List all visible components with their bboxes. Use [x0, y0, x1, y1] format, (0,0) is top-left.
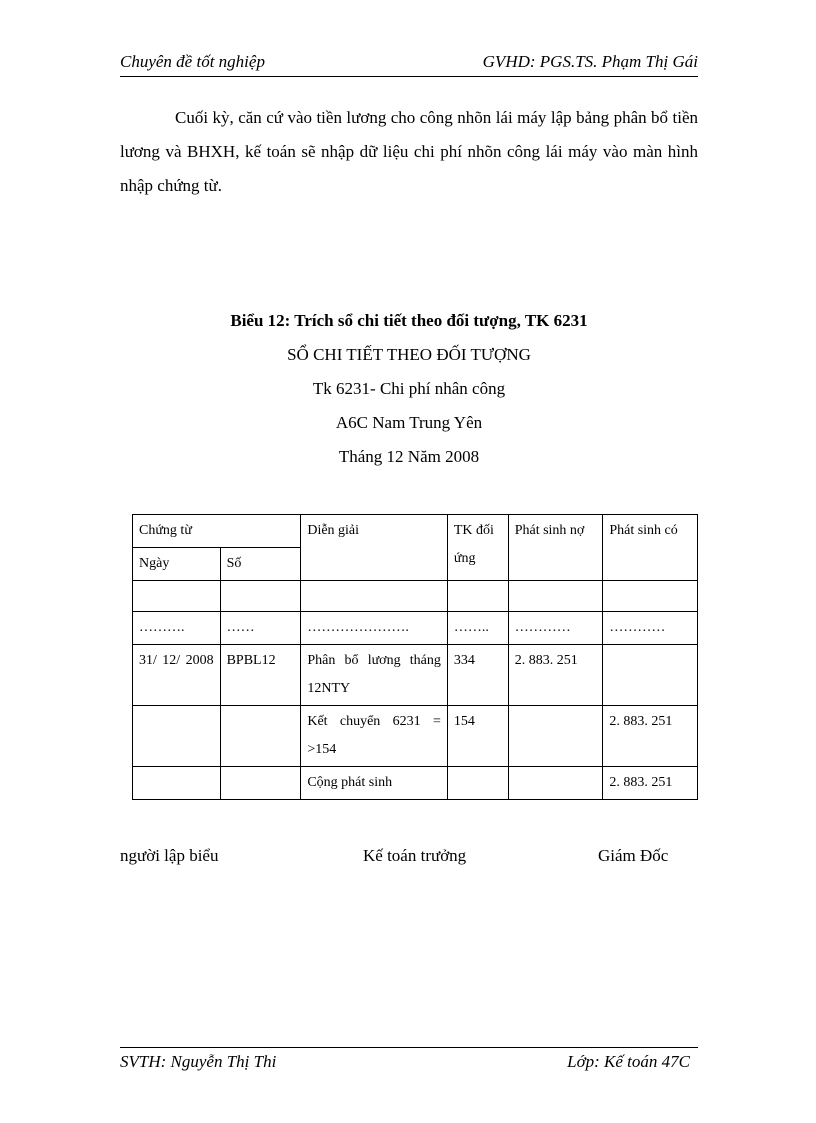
- contra-cell: [447, 767, 508, 800]
- object-title: A6C Nam Trung Yên: [335, 413, 483, 432]
- header-thesis-label: Chuyên đề tốt nghiệp: [120, 52, 265, 71]
- date-cell: 31/ 12/ 2008: [133, 645, 221, 706]
- date-cell: [133, 767, 221, 800]
- number-cell: BPBL12: [220, 645, 301, 706]
- voucher-header: Chứng từ: [133, 515, 301, 548]
- number-header: Số: [220, 548, 301, 581]
- book-title: SỔ CHI TIẾT THEO ĐỐI TƯỢNG: [287, 345, 531, 364]
- description-cell: Phân bổ lương tháng 12NTY: [301, 645, 448, 706]
- date-header: Ngày: [133, 548, 221, 581]
- dots-cell: ………………….: [301, 612, 448, 645]
- contra-cell: 154: [447, 706, 508, 767]
- dots-row: [133, 612, 698, 645]
- number-cell: [220, 706, 301, 767]
- table-row: [133, 706, 698, 767]
- credit-cell: 2. 883. 251: [603, 767, 698, 800]
- table-row: [133, 767, 698, 800]
- credit-header: Phát sinh có: [603, 515, 698, 581]
- preparer-signature: người lập biểu: [120, 846, 219, 865]
- dots-cell: …………: [603, 612, 698, 645]
- page-header: [120, 50, 698, 77]
- dots-cell: …………: [508, 612, 603, 645]
- credit-cell: 2. 883. 251: [603, 706, 698, 767]
- debit-cell: [508, 706, 603, 767]
- footer-student: SVTH: Nguyễn Thị Thi: [120, 1052, 277, 1071]
- period-title: Tháng 12 Năm 2008: [338, 447, 480, 466]
- table-row: [133, 645, 698, 706]
- intro-paragraph: Cuối kỳ, căn cứ vào tiền lương cho công nhõn lái máy lập bảng phân bổ tiền lương và BHXH, kế toán sẽ nhập dữ liệu chi phí nhõn công lái máy vào màn hình nhập chứng từ.: [120, 108, 698, 195]
- page-footer: [120, 1047, 698, 1076]
- director-signature: Giám Đốc: [598, 846, 669, 865]
- chief-accountant-signature: Kế toán trưởng: [363, 846, 467, 865]
- description-cell: Cộng phát sinh: [301, 767, 448, 800]
- contra-cell: 334: [447, 645, 508, 706]
- ledger-table: [132, 514, 698, 800]
- debit-cell: [508, 767, 603, 800]
- description-cell: Kết chuyển 6231 = >154: [301, 706, 448, 767]
- dots-cell: ……..: [447, 612, 508, 645]
- header-advisor: GVHD: PGS.TS. Phạm Thị Gái: [482, 52, 698, 71]
- dots-cell: ……….: [133, 612, 221, 645]
- dots-cell: ……: [220, 612, 301, 645]
- debit-header: Phát sinh nợ: [508, 515, 603, 581]
- credit-cell: [603, 645, 698, 706]
- contra-header: TK đối ứng: [447, 515, 508, 581]
- debit-cell: 2. 883. 251: [508, 645, 603, 706]
- header-row: [133, 515, 698, 548]
- date-cell: [133, 706, 221, 767]
- account-title: Tk 6231- Chi phí nhân công: [312, 379, 506, 398]
- description-header: Diễn giải: [301, 515, 448, 581]
- footer-class: Lớp: Kế toán 47C: [567, 1052, 690, 1071]
- empty-row: [133, 581, 698, 612]
- number-cell: [220, 767, 301, 800]
- table-caption: Biểu 12: Trích sổ chi tiết theo đối tượng, TK 6231: [230, 311, 588, 330]
